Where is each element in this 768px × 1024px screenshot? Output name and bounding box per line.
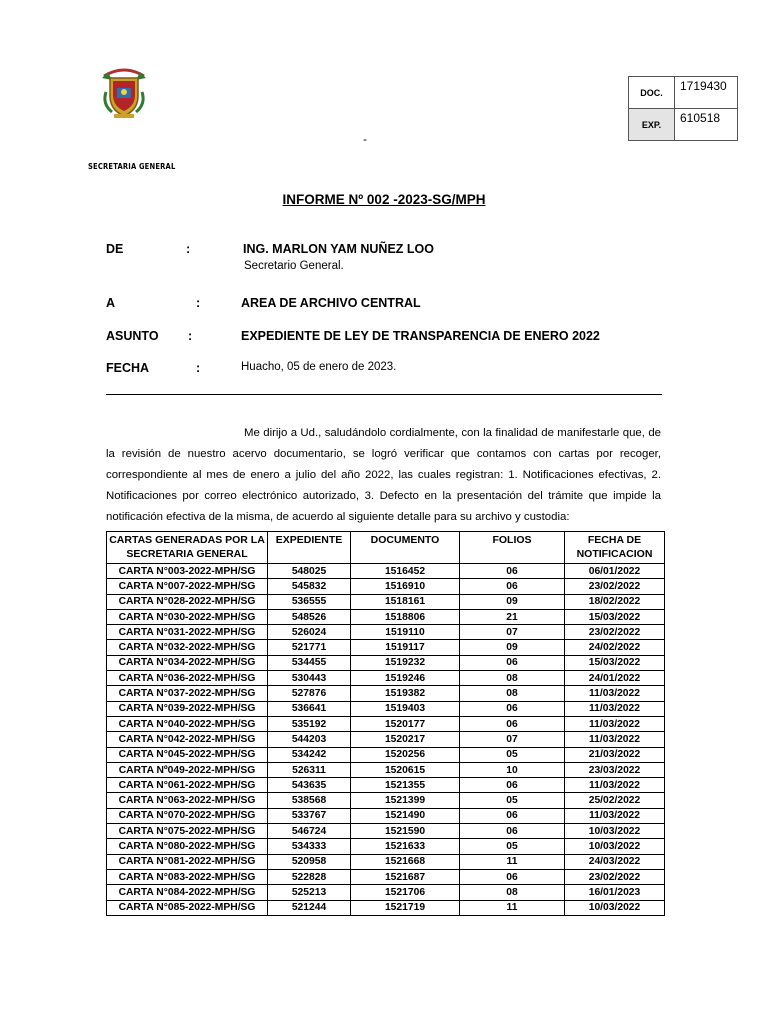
table-row bbox=[107, 778, 665, 793]
cartas-table bbox=[106, 531, 665, 916]
cell-expediente: 526024 bbox=[268, 625, 351, 640]
cell-folios: 08 bbox=[460, 885, 565, 900]
cell-carta: CARTA N°007-2022-MPH/SG bbox=[107, 579, 268, 594]
cell-folios: 09 bbox=[460, 640, 565, 655]
table-row bbox=[107, 686, 665, 701]
body-paragraph bbox=[106, 423, 661, 528]
cell-folios: 10 bbox=[460, 762, 565, 777]
asunto-label: ASUNTO bbox=[106, 329, 159, 343]
cell-documento: 1520177 bbox=[351, 716, 460, 731]
cell-documento: 1520256 bbox=[351, 747, 460, 762]
doc-label: DOC. bbox=[629, 77, 675, 109]
cell-fecha-notificacion: 18/02/2022 bbox=[565, 594, 665, 609]
body-paragraph-text: Me dirijo a Ud., saludándolo cordialmente, con la finalidad de manifestarle que, de la revisión de nuestro acervo documentario, se logró verificar que contamos con cartas por recoger, correspondiente al mes de enero a julio del año 2022, las cuales registran: 1. Notificaciones efectivas, 2. Notificaciones por correo electrónico autorizado, 3. Defecto en la presentación del trámite que impide la notificación efectiva de la misma, de acuerdo al siguiente detalle para su archivo y custodia: bbox=[106, 427, 661, 523]
cell-folios: 06 bbox=[460, 564, 565, 579]
cell-carta: CARTA N°083-2022-MPH/SG bbox=[107, 869, 268, 884]
cell-fecha-notificacion: 11/03/2022 bbox=[565, 808, 665, 823]
cell-fecha-notificacion: 24/01/2022 bbox=[565, 671, 665, 686]
col-header-cartas: CARTAS GENERADAS POR LA SECRETARIA GENERAL bbox=[107, 532, 268, 564]
cell-folios: 08 bbox=[460, 686, 565, 701]
cell-documento: 1521706 bbox=[351, 885, 460, 900]
cell-folios: 06 bbox=[460, 869, 565, 884]
cell-documento: 1520217 bbox=[351, 732, 460, 747]
cell-folios: 07 bbox=[460, 625, 565, 640]
cell-documento: 1519246 bbox=[351, 671, 460, 686]
cell-expediente: 548526 bbox=[268, 609, 351, 624]
table-row bbox=[107, 732, 665, 747]
de-name: ING. MARLON YAM NUÑEZ LOO bbox=[243, 242, 434, 256]
report-title bbox=[0, 192, 768, 207]
cell-fecha-notificacion: 24/02/2022 bbox=[565, 640, 665, 655]
cell-carta: CARTA N°036-2022-MPH/SG bbox=[107, 671, 268, 686]
a-value: AREA DE ARCHIVO CENTRAL bbox=[241, 296, 421, 310]
cell-documento: 1520615 bbox=[351, 762, 460, 777]
table-row bbox=[107, 869, 665, 884]
cell-fecha-notificacion: 11/03/2022 bbox=[565, 716, 665, 731]
table-row bbox=[107, 701, 665, 716]
cell-carta: CARTA N°081-2022-MPH/SG bbox=[107, 854, 268, 869]
exp-label: EXP. bbox=[629, 109, 675, 141]
cell-documento: 1518161 bbox=[351, 594, 460, 609]
a-colon: : bbox=[196, 296, 201, 310]
cell-folios: 06 bbox=[460, 824, 565, 839]
cell-expediente: 545832 bbox=[268, 579, 351, 594]
col-header-folios: FOLIOS bbox=[460, 532, 565, 564]
cell-documento: 1519232 bbox=[351, 655, 460, 670]
table-row bbox=[107, 564, 665, 579]
cell-carta: CARTA N°080-2022-MPH/SG bbox=[107, 839, 268, 854]
table-row bbox=[107, 671, 665, 686]
cell-folios: 05 bbox=[460, 747, 565, 762]
cell-carta: CARTA N°039-2022-MPH/SG bbox=[107, 701, 268, 716]
table-row bbox=[107, 762, 665, 777]
cell-documento: 1519117 bbox=[351, 640, 460, 655]
asunto-colon: : bbox=[188, 329, 193, 343]
cell-folios: 07 bbox=[460, 732, 565, 747]
cell-folios: 06 bbox=[460, 778, 565, 793]
de-label: DE bbox=[106, 242, 124, 256]
cell-documento: 1521490 bbox=[351, 808, 460, 823]
cell-documento: 1516910 bbox=[351, 579, 460, 594]
cell-fecha-notificacion: 10/03/2022 bbox=[565, 839, 665, 854]
cell-fecha-notificacion: 23/02/2022 bbox=[565, 579, 665, 594]
cell-documento: 1518806 bbox=[351, 609, 460, 624]
cell-folios: 09 bbox=[460, 594, 565, 609]
table-row bbox=[107, 609, 665, 624]
cell-documento: 1521399 bbox=[351, 793, 460, 808]
cell-documento: 1516452 bbox=[351, 564, 460, 579]
table-row bbox=[107, 625, 665, 640]
cell-carta: CARTA N°034-2022-MPH/SG bbox=[107, 655, 268, 670]
col-header-expediente: EXPEDIENTE bbox=[268, 532, 351, 564]
cell-folios: 21 bbox=[460, 609, 565, 624]
cell-documento: 1521355 bbox=[351, 778, 460, 793]
table-row bbox=[107, 579, 665, 594]
cell-carta: CARTA N°070-2022-MPH/SG bbox=[107, 808, 268, 823]
cell-carta: CARTA Nº049-2022-MPH/SG bbox=[107, 762, 268, 777]
cell-expediente: 521244 bbox=[268, 900, 351, 915]
cell-documento: 1521719 bbox=[351, 900, 460, 915]
cell-folios: 11 bbox=[460, 900, 565, 915]
cell-carta: CARTA N°045-2022-MPH/SG bbox=[107, 747, 268, 762]
cell-carta: CARTA N°042-2022-MPH/SG bbox=[107, 732, 268, 747]
cell-carta: CARTA N°030-2022-MPH/SG bbox=[107, 609, 268, 624]
table-row bbox=[107, 640, 665, 655]
cell-expediente: 533767 bbox=[268, 808, 351, 823]
cell-carta: CARTA N°032-2022-MPH/SG bbox=[107, 640, 268, 655]
table-row bbox=[107, 854, 665, 869]
table-row bbox=[107, 824, 665, 839]
a-label: A bbox=[106, 296, 116, 310]
cell-fecha-notificacion: 15/03/2022 bbox=[565, 655, 665, 670]
cell-documento: 1521668 bbox=[351, 854, 460, 869]
cell-documento: 1519403 bbox=[351, 701, 460, 716]
col-header-documento: DOCUMENTO bbox=[351, 532, 460, 564]
cell-carta: CARTA N°063-2022-MPH/SG bbox=[107, 793, 268, 808]
cell-folios: 06 bbox=[460, 808, 565, 823]
cell-expediente: 527876 bbox=[268, 686, 351, 701]
cell-documento: 1519110 bbox=[351, 625, 460, 640]
col-header-fecha: FECHA DE NOTIFICACION bbox=[565, 532, 665, 564]
cell-expediente: 534242 bbox=[268, 747, 351, 762]
cell-fecha-notificacion: 11/03/2022 bbox=[565, 778, 665, 793]
cell-expediente: 544203 bbox=[268, 732, 351, 747]
de-colon: : bbox=[186, 242, 191, 256]
table-row bbox=[107, 839, 665, 854]
cell-fecha-notificacion: 24/03/2022 bbox=[565, 854, 665, 869]
table-row bbox=[107, 900, 665, 915]
table-row bbox=[107, 885, 665, 900]
table-row bbox=[107, 793, 665, 808]
fecha-value: Huacho, 05 de enero de 2023. bbox=[241, 361, 397, 373]
cell-fecha-notificacion: 10/03/2022 bbox=[565, 900, 665, 915]
cell-expediente: 538568 bbox=[268, 793, 351, 808]
fecha-colon: : bbox=[196, 361, 201, 375]
cell-fecha-notificacion: 11/03/2022 bbox=[565, 732, 665, 747]
cell-fecha-notificacion: 23/03/2022 bbox=[565, 762, 665, 777]
cell-expediente: 543635 bbox=[268, 778, 351, 793]
cell-expediente: 546724 bbox=[268, 824, 351, 839]
report-title-text: INFORME Nº 002 -2023-SG/MPH bbox=[282, 192, 486, 207]
cell-fecha-notificacion: 11/03/2022 bbox=[565, 686, 665, 701]
cell-carta: CARTA N°003-2022-MPH/SG bbox=[107, 564, 268, 579]
table-row bbox=[107, 716, 665, 731]
cell-carta: CARTA N°040-2022-MPH/SG bbox=[107, 716, 268, 731]
table-row bbox=[107, 594, 665, 609]
de-role: Secretario General. bbox=[244, 260, 344, 272]
cell-carta: CARTA N°037-2022-MPH/SG bbox=[107, 686, 268, 701]
asunto-value: EXPEDIENTE DE LEY DE TRANSPARENCIA DE ENERO 2022 bbox=[241, 329, 600, 343]
cell-carta: CARTA N°075-2022-MPH/SG bbox=[107, 824, 268, 839]
document-reference-box bbox=[628, 76, 738, 141]
cell-fecha-notificacion: 16/01/2023 bbox=[565, 885, 665, 900]
cell-documento: 1521633 bbox=[351, 839, 460, 854]
cell-folios: 06 bbox=[460, 579, 565, 594]
dash-mark: - bbox=[363, 132, 367, 146]
cell-folios: 05 bbox=[460, 839, 565, 854]
cell-expediente: 525213 bbox=[268, 885, 351, 900]
table-row bbox=[107, 808, 665, 823]
cell-folios: 06 bbox=[460, 716, 565, 731]
cell-expediente: 521771 bbox=[268, 640, 351, 655]
cell-expediente: 536641 bbox=[268, 701, 351, 716]
cell-carta: CARTA N°061-2022-MPH/SG bbox=[107, 778, 268, 793]
cell-documento: 1519382 bbox=[351, 686, 460, 701]
exp-number: 610518 bbox=[675, 109, 738, 141]
cell-fecha-notificacion: 10/03/2022 bbox=[565, 824, 665, 839]
cell-fecha-notificacion: 23/02/2022 bbox=[565, 869, 665, 884]
cell-carta: CARTA N°084-2022-MPH/SG bbox=[107, 885, 268, 900]
municipal-coat-of-arms-icon bbox=[98, 62, 150, 120]
cell-fecha-notificacion: 25/02/2022 bbox=[565, 793, 665, 808]
cell-folios: 06 bbox=[460, 701, 565, 716]
cell-expediente: 535192 bbox=[268, 716, 351, 731]
header-divider bbox=[106, 394, 662, 395]
cell-fecha-notificacion: 11/03/2022 bbox=[565, 701, 665, 716]
table-row bbox=[107, 747, 665, 762]
table-row bbox=[107, 655, 665, 670]
organization-name: SECRETARIA GENERAL bbox=[88, 162, 176, 171]
cell-expediente: 520958 bbox=[268, 854, 351, 869]
cell-documento: 1521687 bbox=[351, 869, 460, 884]
cell-carta: CARTA N°031-2022-MPH/SG bbox=[107, 625, 268, 640]
cell-folios: 08 bbox=[460, 671, 565, 686]
cell-expediente: 534455 bbox=[268, 655, 351, 670]
cell-expediente: 548025 bbox=[268, 564, 351, 579]
cell-folios: 06 bbox=[460, 655, 565, 670]
cell-expediente: 530443 bbox=[268, 671, 351, 686]
cell-expediente: 526311 bbox=[268, 762, 351, 777]
cell-folios: 05 bbox=[460, 793, 565, 808]
cell-carta: CARTA N°028-2022-MPH/SG bbox=[107, 594, 268, 609]
cell-fecha-notificacion: 15/03/2022 bbox=[565, 609, 665, 624]
cell-documento: 1521590 bbox=[351, 824, 460, 839]
cell-fecha-notificacion: 21/03/2022 bbox=[565, 747, 665, 762]
doc-number: 1719430 bbox=[675, 77, 738, 109]
cell-expediente: 534333 bbox=[268, 839, 351, 854]
cell-fecha-notificacion: 23/02/2022 bbox=[565, 625, 665, 640]
cell-carta: CARTA N°085-2022-MPH/SG bbox=[107, 900, 268, 915]
cell-fecha-notificacion: 06/01/2022 bbox=[565, 564, 665, 579]
cell-expediente: 522828 bbox=[268, 869, 351, 884]
fecha-label: FECHA bbox=[106, 361, 150, 375]
table-header-row bbox=[107, 532, 665, 564]
cell-expediente: 536555 bbox=[268, 594, 351, 609]
cell-folios: 11 bbox=[460, 854, 565, 869]
